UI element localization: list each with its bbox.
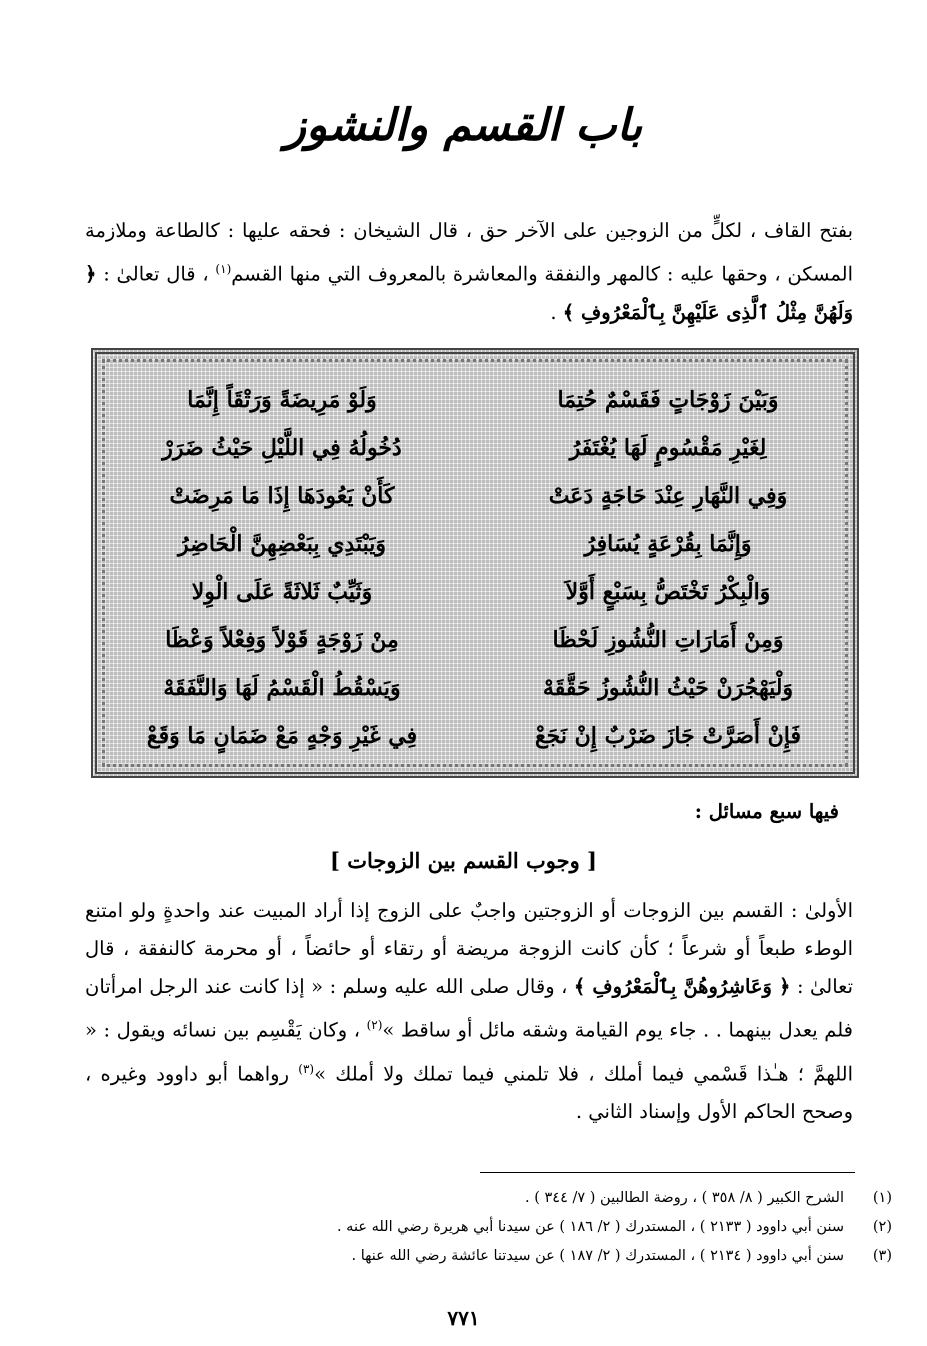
poem-hemistich-left: فِي غَيْرِ وَجْهٍ مَعْ ضَمَانٍ مَا وَقَعْ bbox=[146, 723, 418, 749]
poem-hemistich-left: وَيَبْتَدِي بِبَعْضِهِنَّ الْحَاضِرُ bbox=[178, 531, 386, 557]
poem-hemistich-right: وَمِنْ أَمَارَاتِ النُّشُوزِ لَحْظَا bbox=[552, 627, 784, 653]
section-heading: [ وجوب القسم بين الزوجات ] bbox=[329, 848, 597, 873]
quran-verse-2: ﴿ وَعَاشِرُوهُنَّ بِٱلْمَعْرُوفِ ﴾ bbox=[573, 975, 791, 998]
poem-hemistich-right: وَبَيْنَ زَوْجَاتٍ فَقَسْمٌ حُتِمَا bbox=[557, 387, 779, 413]
footnote-text: الشرح الكبير ( ٨/ ٣٥٨ ) ، روضة الطالبين ( ٧/ ٣٤٤ ) . bbox=[525, 1190, 844, 1206]
body-text-2: ، وقال صلى الله عليه وسلم : « إذا كانت عند الرجل امرأتان فلم يعدل بينهما . . جاء يوم القيامة وشقه مائل أو ساقط » bbox=[85, 975, 853, 1042]
masail-heading: فيها سبع مسائل : bbox=[694, 800, 839, 823]
page-number: ٧٧١ bbox=[447, 1306, 480, 1330]
poem-verse bbox=[117, 474, 833, 518]
poem-hemistich-right: وَفِي النَّهَارِ عِنْدَ حَاجَةٍ دَعَتْ bbox=[548, 483, 788, 509]
footnote-number: (١) bbox=[872, 1190, 892, 1206]
poem-hemistich-left: دُخُولُهُ فِي اللَّيْلِ حَيْثُ ضَرَرْ bbox=[162, 435, 402, 461]
intro-text-after: ، قال تعالىٰ : bbox=[103, 262, 209, 286]
footnote-ref-2: (٢) bbox=[366, 1018, 383, 1032]
poem-verse bbox=[117, 618, 833, 662]
poem-hemistich-left: وَثَيِّبٌ ثَلاثَةً عَلَى الْوِلا bbox=[191, 579, 373, 605]
footnote-ref-3: (٣) bbox=[298, 1061, 315, 1076]
footnote-text: سنن أبي داوود ( ٢١٣٣ ) ، المستدرك ( ٢/ ١٨٦ ) عن سيدنا أبي هريرة رضي الله عنه . bbox=[336, 1219, 844, 1235]
footnote-text: سنن أبي داوود ( ٢١٣٤ ) ، المستدرك ( ٢/ ١٨٧ ) عن سيدتنا عائشة رضي الله عنها . bbox=[351, 1248, 844, 1264]
footnote bbox=[192, 1242, 892, 1271]
intro-paragraph bbox=[85, 212, 853, 332]
body-text-1: الأولىٰ : القسم بين الزوجات أو الزوجتين واجبٌ على الزوج إذا أراد المبيت عند واحدةٍ ولو امتنع الوطء طبعاً أو شرعاً ؛ كأن كانت الزوجة مريضة أو رتقاء أو حائضاً ، أو محرمة كالنفقة ، قال تعالىٰ : bbox=[85, 899, 854, 998]
footnote-number: (٣) bbox=[872, 1248, 892, 1264]
body-paragraph bbox=[85, 892, 853, 1131]
poem-hemistich-right: وَالْبِكْرُ تَخْتَصُّ بِسَبْعٍ أَوَّلاَ bbox=[565, 579, 771, 605]
body-text-3: ، وكان يَقْسِم بين نسائه ويقول : « اللهمَّ ؛ هـٰذا قَسْمي فيما أملك ، فلا تلمني فيما تملك ولا أملك » bbox=[85, 1018, 854, 1085]
poem-verse bbox=[117, 570, 833, 614]
poem-hemistich-right: لِغَيْرِ مَقْسُومٍ لَهَا يُغْتَفَرُ bbox=[569, 435, 767, 461]
poem-hemistich-left: وَيَسْقُطُ الْقَسْمُ لَهَا وَالنَّفَقَهْ bbox=[163, 675, 401, 701]
poem-hemistich-right: وَإِنَّمَا بِقُرْعَةٍ يُسَافِرُ bbox=[584, 531, 752, 557]
footnotes bbox=[192, 1184, 892, 1271]
chapter-title: باب القسم والنشوز bbox=[284, 100, 643, 151]
footnote-number: (٢) bbox=[872, 1219, 892, 1235]
poem-verse bbox=[117, 714, 833, 758]
poem-box bbox=[91, 348, 859, 778]
poem-hemistich-left: وَلَوْ مَرِيضَةً وَرَتْقَاً إِنَّمَا bbox=[187, 387, 377, 413]
footnote bbox=[192, 1184, 892, 1213]
poem-hemistich-left: مِنْ زَوْجَةٍ قَوْلاً وَفِعْلاً وَعْظَا bbox=[165, 627, 399, 653]
poem-hemistich-left: كَأَنْ يَعُودَهَا إِذَا مَا مَرِضَتْ bbox=[169, 483, 395, 509]
poem-hemistich-right: فَإِنْ أَصَرَّتْ جَازَ ضَرْبٌ إِنْ نَجَعْ bbox=[534, 723, 802, 749]
poem-verse bbox=[117, 666, 833, 710]
footnote-ref-1: (١) bbox=[215, 262, 232, 276]
poem-verse bbox=[117, 426, 833, 470]
footnote bbox=[192, 1213, 892, 1242]
body-text-4: رواهما أبو داوود وغيره ، وصحح الحاكم الأول وإسناد الثاني . bbox=[85, 1062, 853, 1123]
poem-hemistich-right: وَلْيَهْجُرَنْ حَيْثُ النُّشُوزُ حَقَّقَهْ bbox=[542, 675, 794, 701]
intro-end: . bbox=[550, 300, 557, 324]
intro-text: بفتح القاف ، لكلٍّ من الزوجين على الآخر حق ، قال الشيخان : فحقه عليها : كالطاعة وملازمة المسكن ، وحقها عليه : كالمهر والنفقة والمعاشرة بالمعروف التي منها القسم bbox=[85, 219, 854, 286]
footnote-separator bbox=[480, 1172, 855, 1173]
poem-verse bbox=[117, 378, 833, 422]
quran-verse: ﴿ وَلَهُنَّ مِثْلُ ٱلَّذِى عَلَيْهِنَّ بِٱلْمَعْرُوفِ ﴾ bbox=[85, 262, 853, 324]
poem-verse bbox=[117, 522, 833, 566]
